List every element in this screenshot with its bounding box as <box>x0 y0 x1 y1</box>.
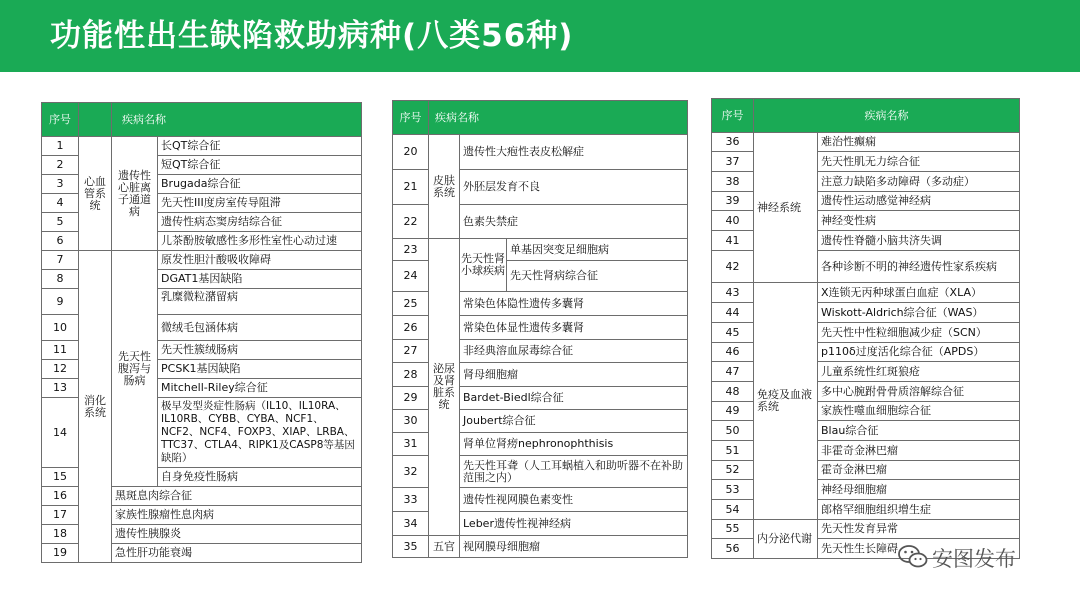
disease-name: 遗传性胰腺炎 <box>112 525 362 544</box>
row-num: 3 <box>42 175 79 194</box>
row-num: 56 <box>712 539 754 559</box>
row-num: 11 <box>42 341 79 360</box>
disease-name: 微绒毛包涵体病 <box>158 315 362 341</box>
disease-name: 单基因突变足细胞病 <box>507 239 688 261</box>
row-num: 39 <box>712 192 754 211</box>
disease-name: 先天性簇绒肠病 <box>158 341 362 360</box>
wechat-icon <box>898 544 928 575</box>
col-header-num: 序号 <box>712 99 754 133</box>
disease-name: 先天性生长障碍 <box>818 539 1020 559</box>
page-title: 功能性出生缺陷救助病种(八类56种) <box>50 18 574 54</box>
disease-name: 乳糜微粒潴留病 <box>158 289 362 315</box>
disease-name: 家族性腺瘤性息肉病 <box>112 506 362 525</box>
disease-name: 家族性噬血细胞综合征 <box>818 402 1020 421</box>
disease-name: 儿茶酚胺敏感性多形性室性心动过速 <box>158 232 362 251</box>
disease-name: Mitchell-Riley综合征 <box>158 379 362 398</box>
disease-name: p110δ过度活化综合征（APDS） <box>818 343 1020 362</box>
disease-name: 先天性耳聋（人工耳蜗植入和助听器不在补助范围之内） <box>460 456 688 488</box>
disease-name: 极早发型炎症性肠病（IL10、IL10RA、IL10RB、CYBB、CYBA、NCF1、NCF2、NCF4、FOXP3、XIAP、LRBA、TTC37、CTLA4、RIPK1及CASP8等基因缺陷） <box>158 398 362 468</box>
watermark-text: 安图发布 <box>932 547 1016 571</box>
disease-name: 长QT综合征 <box>158 137 362 156</box>
disease-name: 各种诊断不明的神经遗传性家系疾病 <box>818 251 1020 283</box>
row-num: 1 <box>42 137 79 156</box>
row-num: 20 <box>393 135 429 170</box>
row-num: 54 <box>712 500 754 520</box>
disease-name: Bardet-Biedl综合征 <box>460 387 688 410</box>
subgroup-diarrhea: 先天性腹泻与肠病 <box>112 251 158 487</box>
col-header-num: 序号 <box>42 103 79 137</box>
disease-name: Wiskott-Aldrich综合征（WAS） <box>818 303 1020 323</box>
row-num: 52 <box>712 461 754 480</box>
row-num: 2 <box>42 156 79 175</box>
disease-name: 先天性肌无力综合征 <box>818 152 1020 172</box>
disease-name: 神经变性病 <box>818 211 1020 231</box>
disease-name: 儿童系统性红斑狼疮 <box>818 362 1020 382</box>
disease-name: 难治性癫痫 <box>818 133 1020 152</box>
disease-name: 自身免疫性肠病 <box>158 468 362 487</box>
group-digestive: 消化系统 <box>79 251 112 563</box>
row-num: 24 <box>393 261 429 292</box>
disease-name: 急性肝功能衰竭 <box>112 544 362 563</box>
col-header-name: 疾病名称 <box>429 101 688 135</box>
row-num: 29 <box>393 387 429 410</box>
row-num: 7 <box>42 251 79 270</box>
row-num: 9 <box>42 289 79 315</box>
group-neuro: 神经系统 <box>754 133 818 283</box>
col-header-num: 序号 <box>393 101 429 135</box>
group-urinary-kidney: 泌尿及肾脏系统 <box>429 239 460 536</box>
disease-table-3 <box>711 98 1020 559</box>
row-num: 50 <box>712 421 754 441</box>
row-num: 47 <box>712 362 754 382</box>
row-num: 36 <box>712 133 754 152</box>
disease-name: Leber遗传性视神经病 <box>460 512 688 536</box>
row-num: 5 <box>42 213 79 232</box>
disease-name: 遗传性脊髓小脑共济失调 <box>818 231 1020 251</box>
row-num: 53 <box>712 480 754 500</box>
disease-name: 遗传性病态窦房结综合征 <box>158 213 362 232</box>
subgroup-glomerular: 先天性肾小球疾病 <box>460 239 507 292</box>
disease-table-1 <box>41 102 362 563</box>
row-num: 34 <box>393 512 429 536</box>
row-num: 18 <box>42 525 79 544</box>
disease-name: 霍奇金淋巴瘤 <box>818 461 1020 480</box>
disease-name: 视网膜母细胞瘤 <box>460 536 688 558</box>
row-num: 37 <box>712 152 754 172</box>
disease-name: 注意力缺陷多动障碍（多动症） <box>818 172 1020 192</box>
table-panel-3 <box>711 98 1020 559</box>
disease-name: 先天性肾病综合征 <box>507 261 688 292</box>
disease-name: Joubert综合征 <box>460 410 688 433</box>
row-num: 8 <box>42 270 79 289</box>
row-num: 49 <box>712 402 754 421</box>
watermark <box>898 540 1058 576</box>
row-num: 28 <box>393 363 429 387</box>
disease-name: 肾单位肾痨nephronophthisis <box>460 433 688 456</box>
group-skin: 皮肤系统 <box>429 135 460 239</box>
row-num: 22 <box>393 205 429 239</box>
disease-table-2 <box>392 100 688 558</box>
group-endocrine: 内分泌代谢 <box>754 520 818 559</box>
row-num: 17 <box>42 506 79 525</box>
disease-name: 先天性发育异常 <box>818 520 1020 539</box>
row-num: 41 <box>712 231 754 251</box>
row-num: 21 <box>393 170 429 205</box>
disease-name: 色素失禁症 <box>460 205 688 239</box>
disease-name: 非霍奇金淋巴瘤 <box>818 441 1020 461</box>
col-header-blank <box>79 103 112 137</box>
row-num: 15 <box>42 468 79 487</box>
disease-name: 肾母细胞瘤 <box>460 363 688 387</box>
row-num: 35 <box>393 536 429 558</box>
row-num: 51 <box>712 441 754 461</box>
group-five-senses: 五官 <box>429 536 460 558</box>
row-num: 4 <box>42 194 79 213</box>
row-num: 55 <box>712 520 754 539</box>
disease-name: 常染色体隐性遗传多囊肾 <box>460 292 688 316</box>
disease-name: 遗传性大疱性表皮松解症 <box>460 135 688 170</box>
disease-name: 遗传性视网膜色素变性 <box>460 488 688 512</box>
disease-name: PCSK1基因缺陷 <box>158 360 362 379</box>
disease-name: Blau综合征 <box>818 421 1020 441</box>
disease-name: 短QT综合征 <box>158 156 362 175</box>
disease-name: 非经典溶血尿毒综合征 <box>460 340 688 363</box>
row-num: 33 <box>393 488 429 512</box>
disease-name: 郎格罕细胞组织增生症 <box>818 500 1020 520</box>
row-num: 27 <box>393 340 429 363</box>
row-num: 6 <box>42 232 79 251</box>
row-num: 23 <box>393 239 429 261</box>
row-num: 44 <box>712 303 754 323</box>
row-num: 19 <box>42 544 79 563</box>
disease-name: DGAT1基因缺陷 <box>158 270 362 289</box>
row-num: 30 <box>393 410 429 433</box>
disease-name: 黑斑息肉综合征 <box>112 487 362 506</box>
row-num: 48 <box>712 382 754 402</box>
disease-name: 遗传性运动感觉神经病 <box>818 192 1020 211</box>
disease-name: 先天性中性粒细胞减少症（SCN） <box>818 323 1020 343</box>
disease-name: 常染色体显性遗传多囊肾 <box>460 316 688 340</box>
row-num: 38 <box>712 172 754 192</box>
row-num: 42 <box>712 251 754 283</box>
disease-name: X连锁无丙种球蛋白血症（XLA） <box>818 283 1020 303</box>
table-panel-1 <box>41 102 362 563</box>
group-immune-blood: 免疫及血液系统 <box>754 283 818 520</box>
row-num: 13 <box>42 379 79 398</box>
group-cardiovascular: 心血管系统 <box>79 137 112 251</box>
row-num: 10 <box>42 315 79 341</box>
row-num: 45 <box>712 323 754 343</box>
title-bar <box>0 0 1080 72</box>
disease-name: 外胚层发育不良 <box>460 170 688 205</box>
disease-name: 神经母细胞瘤 <box>818 480 1020 500</box>
row-num: 12 <box>42 360 79 379</box>
col-header-name: 疾病名称 <box>754 99 1020 133</box>
subgroup-ion-channel: 遗传性心脏离子通道病 <box>112 137 158 251</box>
row-num: 46 <box>712 343 754 362</box>
disease-name: 原发性胆汁酸吸收障碍 <box>158 251 362 270</box>
row-num: 16 <box>42 487 79 506</box>
row-num: 14 <box>42 398 79 468</box>
row-num: 40 <box>712 211 754 231</box>
row-num: 43 <box>712 283 754 303</box>
disease-name: Brugada综合征 <box>158 175 362 194</box>
disease-name: 多中心腕跗骨骨质溶解综合征 <box>818 382 1020 402</box>
row-num: 25 <box>393 292 429 316</box>
row-num: 32 <box>393 456 429 488</box>
col-header-name: 疾病名称 <box>112 103 362 137</box>
disease-name: 先天性III度房室传导阻滞 <box>158 194 362 213</box>
table-panel-2 <box>392 100 688 558</box>
row-num: 26 <box>393 316 429 340</box>
row-num: 31 <box>393 433 429 456</box>
